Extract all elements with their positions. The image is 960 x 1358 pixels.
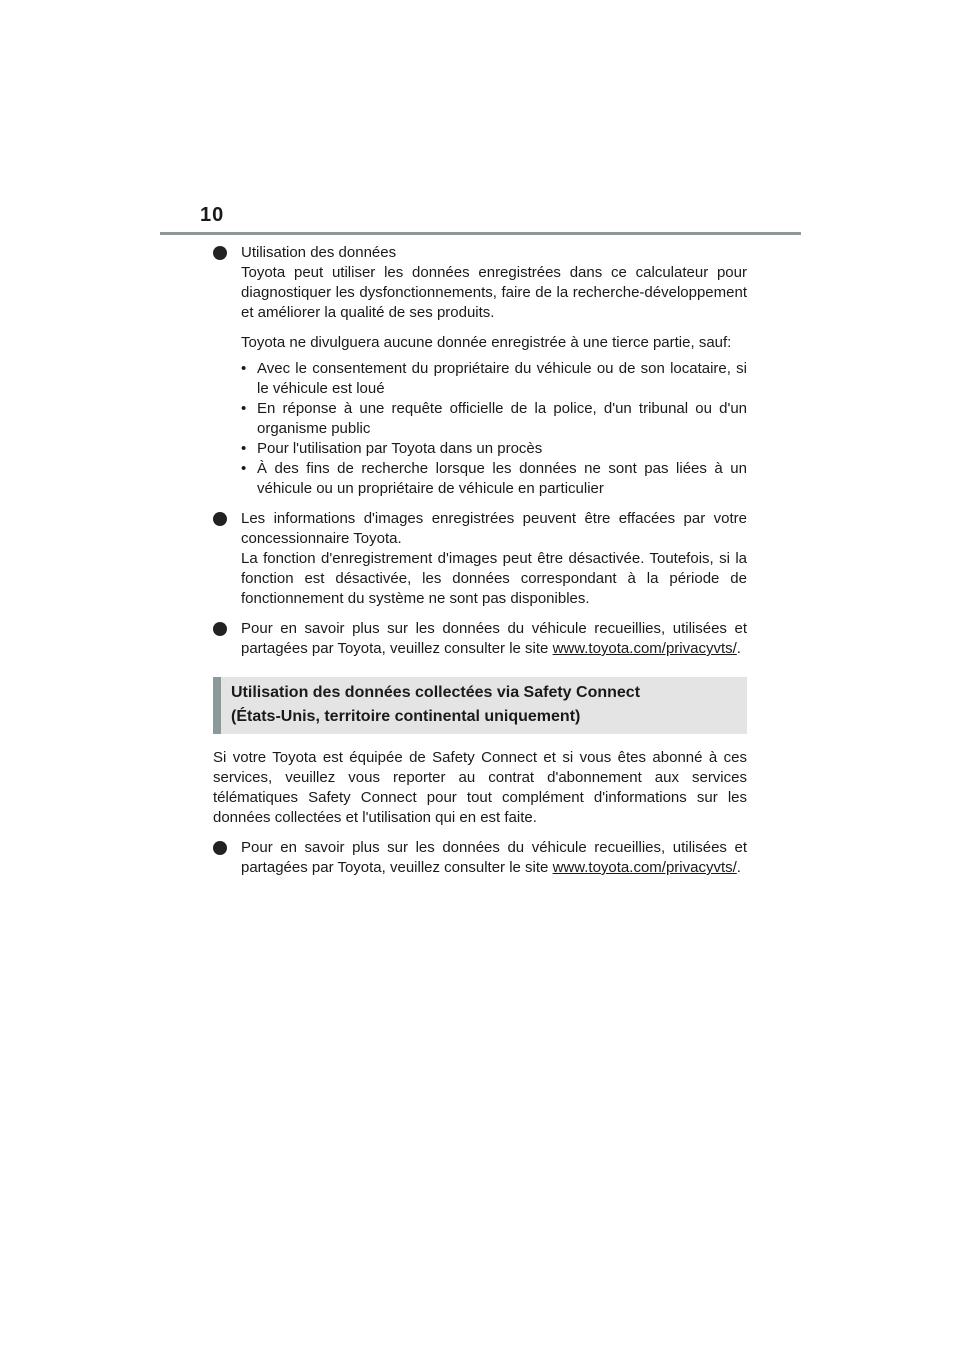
- sub-bullet-icon: •: [241, 400, 247, 417]
- exception-text: Avec le consentement du propriétaire du véhicule ou de son locataire, si le véhicule est loué: [257, 360, 747, 397]
- usage-paragraph-1: Toyota peut utiliser les données enregistrées dans ce calculateur pour diagnostiquer les dysfonctionnements, faire de la recherche-développement et améliorer la qualité de ses produits.: [241, 264, 747, 321]
- privacy-link[interactable]: www.toyota.com/privacyvts/: [552, 859, 737, 876]
- list-item: [241, 439, 747, 459]
- list-item: [241, 359, 747, 399]
- page-number: 10: [200, 204, 225, 226]
- privacy-link[interactable]: www.toyota.com/privacyvts/: [552, 640, 737, 657]
- usage-paragraph-2: Toyota ne divulguera aucune donnée enregistrée à une tierce partie, sauf:: [241, 334, 732, 351]
- privacy-bullet-2: [213, 838, 747, 878]
- page-content: [213, 243, 747, 878]
- exception-text: À des fins de recherche lorsque les données ne sont pas liées à un véhicule ou un propriétaire de véhicule en particulier: [257, 460, 747, 497]
- section-title-line-2: (États-Unis, territoire continental uniquement): [231, 708, 581, 725]
- section-heading: [213, 677, 747, 734]
- privacy-text: Pour en savoir plus sur les données du véhicule recueillies, utilisées et partagées par Toyota, veuillez consulter le site: [241, 620, 747, 657]
- sub-bullet-icon: •: [241, 460, 247, 477]
- privacy-paragraph-1: [241, 619, 747, 659]
- exception-text: Pour l'utilisation par Toyota dans un procès: [257, 440, 543, 457]
- bullet-dot-icon: [213, 841, 227, 855]
- privacy-end: .: [736, 859, 741, 876]
- images-line-1: Les informations d'images enregistrées peuvent être effacées par votre concessionnaire Toyota.: [241, 510, 747, 547]
- privacy-end: .: [736, 640, 741, 657]
- images-line-2: La fonction d'enregistrement d'images peut être désactivée. Toutefois, si la fonction est désactivée, les données correspondant à la période de fonctionnement du système ne sont pas disponibles.: [241, 550, 747, 607]
- sub-bullet-icon: •: [241, 440, 247, 457]
- bullet-dot-icon: [213, 622, 227, 636]
- exception-text: En réponse à une requête officielle de la police, d'un tribunal ou d'un organisme public: [257, 400, 747, 437]
- privacy-text: Pour en savoir plus sur les données du véhicule recueillies, utilisées et partagées par Toyota, veuillez consulter le site: [241, 839, 747, 876]
- safety-connect-paragraph: Si votre Toyota est équipée de Safety Connect et si vous êtes abonné à ces services, veuillez vous reporter au contrat d'abonnement aux services télématiques Safety Connect pour tout complément d'informations sur les données collectées et l'utilisation qui en est faite.: [213, 749, 747, 826]
- usage-heading: Utilisation des données: [241, 244, 397, 261]
- bullet-dot-icon: [213, 246, 227, 260]
- images-bullet: [213, 509, 747, 609]
- sub-bullet-icon: •: [241, 360, 247, 377]
- header-rule: [160, 232, 801, 235]
- list-item: [241, 459, 747, 499]
- exceptions-list: [241, 359, 747, 499]
- usage-bullet: [213, 243, 747, 499]
- bullet-dot-icon: [213, 512, 227, 526]
- privacy-paragraph-2: [241, 838, 747, 878]
- section-title-line-1: Utilisation des données collectées via Safety Connect: [231, 684, 641, 701]
- privacy-bullet-1: [213, 619, 747, 659]
- list-item: [241, 399, 747, 439]
